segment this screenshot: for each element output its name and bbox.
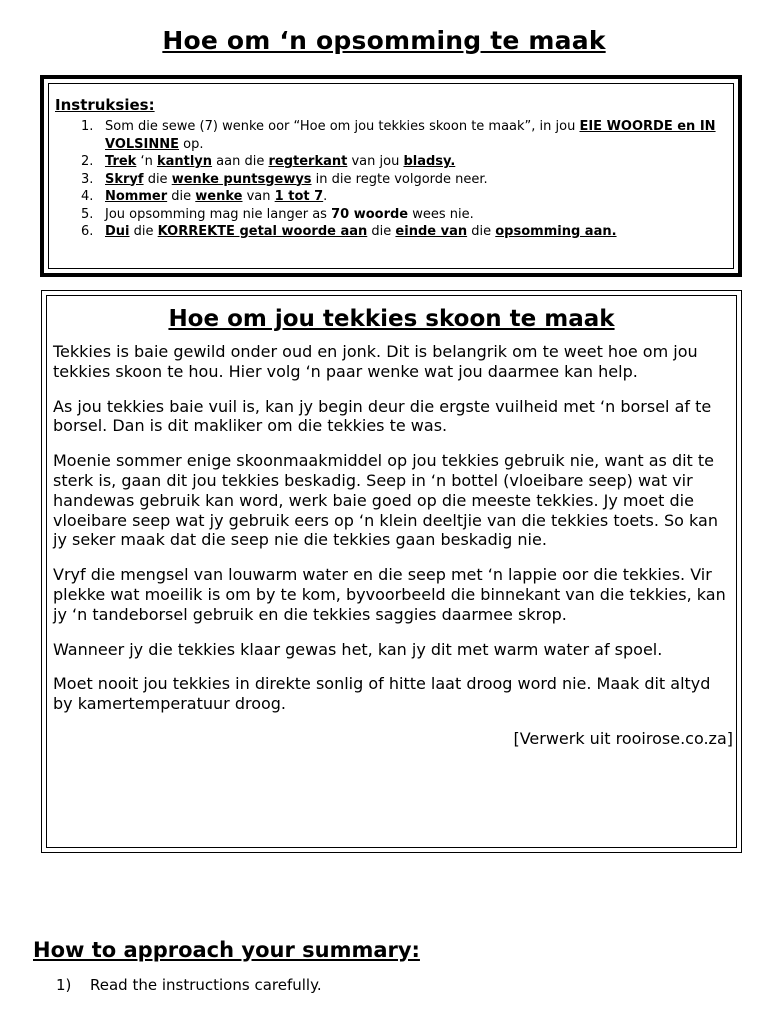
instructions-heading: Instruksies:: [55, 96, 155, 114]
instruction-text: regterkant: [268, 154, 348, 169]
instruction-text: aan die: [212, 154, 269, 169]
article-paragraph: Moenie sommer enige skoonmaakmiddel op jou tekkies gebruik nie, want as dit te sterk is, gaan dit jou tekkies beskadig. Seep in ‘n bottel (vloeibare seep) wat vir handewas gebruik kan word, werk baie goed op die meeste tekkies. Jy moet die vloeibare seep wat jy gebruik eers op ‘n klein deeltjie van die tekkies toets. So kan jy seker maak dat die seep nie die tekkies gaan beskadig nie.: [53, 451, 718, 550]
instruction-text: van jou: [347, 154, 404, 169]
instruction-item: [59, 223, 729, 241]
instruction-text: van: [242, 189, 275, 204]
instruction-text: die: [367, 224, 396, 239]
instruction-text: EIE WOORDE en IN VOLSINNE: [105, 119, 716, 152]
instruction-text: in die regte volgorde neer.: [311, 171, 488, 187]
instruction-number: 6.: [81, 224, 94, 239]
instruction-text: bladsy.: [403, 154, 456, 169]
article-paragraph: Wanneer jy die tekkies klaar gewas het, kan jy dit met warm water af spoel.: [53, 639, 663, 659]
instruction-text: Dui: [105, 224, 130, 239]
instruction-text: Nommer: [105, 189, 168, 204]
article-source: [Verwerk uit rooirose.co.za]: [513, 728, 733, 748]
instruction-text: .: [323, 189, 328, 204]
article-body: [53, 342, 733, 764]
instruction-text: 70 woorde: [331, 206, 409, 222]
instruction-text: op.: [179, 136, 204, 152]
instruction-text: Som die sewe (7) wenke oor “Hoe om jou tekkies skoon te maak”, in jou: [105, 119, 580, 134]
instruction-item: [59, 153, 729, 171]
instruction-item: [59, 118, 729, 153]
instructions-box: [40, 75, 742, 277]
approach-heading: How to approach your summary:: [33, 938, 420, 962]
instruction-item: [59, 171, 729, 189]
instruction-text: Skryf: [105, 171, 144, 187]
instruction-text: wees nie.: [408, 206, 474, 222]
instruction-number: 4.: [81, 189, 94, 204]
instruction-number: 1.: [81, 119, 94, 134]
instruction-item: [59, 206, 729, 224]
approach-list-item: [56, 975, 322, 995]
instruction-text: wenke puntsgewys: [171, 171, 312, 187]
instruction-text: opsomming aan.: [495, 224, 617, 239]
instruction-item: [59, 188, 729, 206]
instruction-text: 1 tot 7: [274, 189, 324, 204]
instructions-inner-border: [48, 83, 734, 269]
article-box: [41, 290, 742, 853]
instruction-text: die: [467, 224, 496, 239]
instruction-text: Jou opsomming mag nie langer as: [105, 206, 332, 222]
article-paragraph: As jou tekkies baie vuil is, kan jy begin deur die ergste vuilheid met ‘n borsel af te borsel. Dan is dit makliker om die tekkies te was.: [53, 396, 712, 436]
instruction-text: die: [167, 189, 196, 204]
instruction-text: kantlyn: [156, 154, 213, 169]
instructions-list: [59, 118, 729, 241]
instruction-text: einde van: [395, 224, 468, 239]
instruction-text: wenke: [195, 189, 243, 204]
approach-item-text: Read the instructions carefully.: [90, 976, 322, 994]
instruction-number: 5.: [81, 206, 94, 222]
article-paragraph: Vryf die mengsel van louwarm water en die seep met ‘n lappie oor die tekkies. Vir plekke wat moeilik is om by te kom, byvoorbeeld die binnekant van die tekkies, kan jy ‘n tandeborsel gebruik en die tekkies saggies daarmee skrop.: [53, 565, 726, 624]
instruction-text: KORREKTE getal woorde aan: [157, 224, 368, 239]
instruction-text: Trek: [105, 154, 137, 169]
approach-list: [56, 975, 322, 995]
article-paragraph: Moet nooit jou tekkies in direkte sonlig of hitte laat droog word nie. Maak dit altyd by kamertemperatuur droog.: [53, 674, 711, 714]
instruction-number: 3.: [81, 171, 94, 187]
page-title: Hoe om ‘n opsomming te maak: [162, 26, 606, 55]
article-title: Hoe om jou tekkies skoon te maak: [168, 306, 615, 332]
article-inner-border: [46, 295, 737, 848]
instruction-text: die: [129, 224, 158, 239]
instruction-text: die: [143, 171, 172, 187]
instruction-number: 2.: [81, 154, 94, 169]
approach-item-number: 1): [56, 976, 72, 994]
instruction-text: ‘n: [136, 154, 157, 169]
article-paragraph: Tekkies is baie gewild onder oud en jonk. Dit is belangrik om te weet hoe om jou tekkies skoon te hou. Hier volg ‘n paar wenke wat jou daarmee kan help.: [53, 342, 698, 381]
